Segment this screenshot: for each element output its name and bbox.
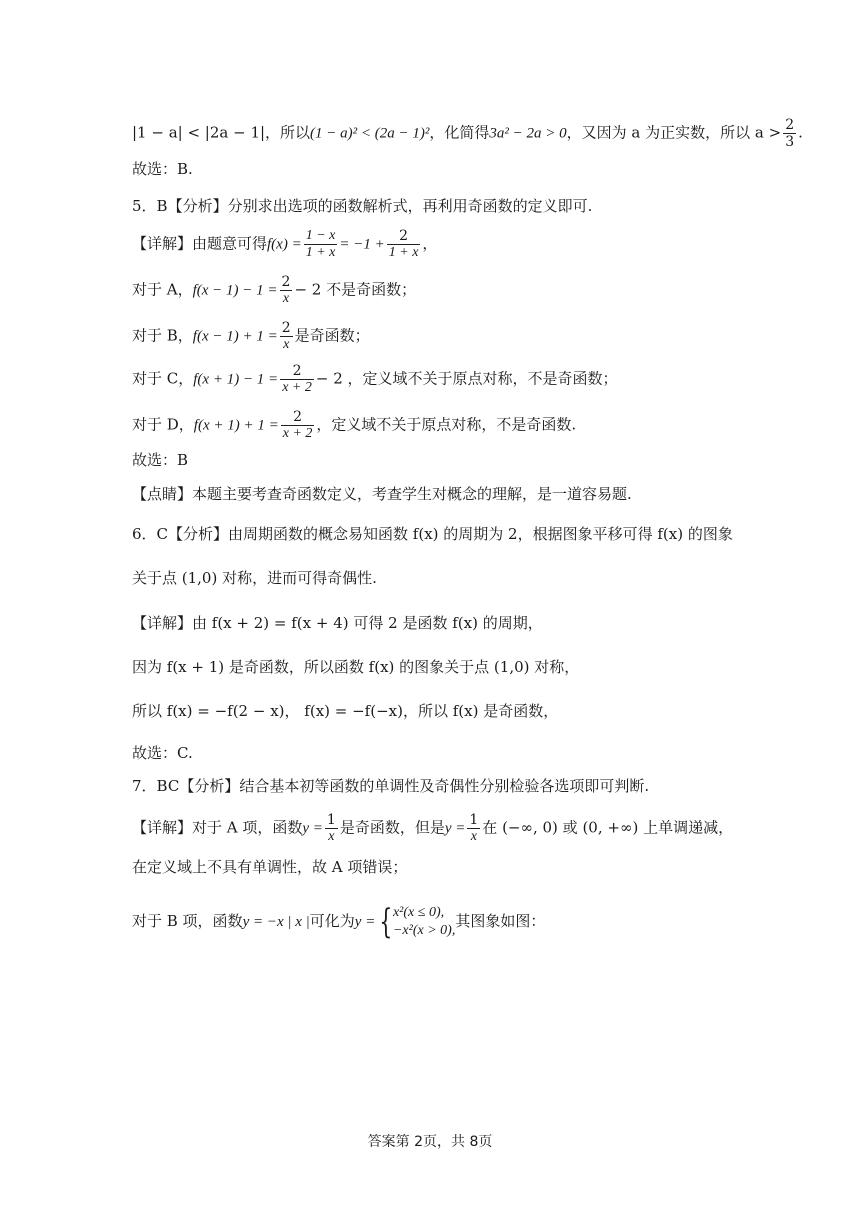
fraction: $\frac{2}{x + 2}$ bbox=[282, 363, 312, 395]
line-8: 对于 D，f(x + 1) + 1 = $\frac{2}{x + 2}$ ，定义域不关于原点对称，不是奇函数. bbox=[132, 409, 577, 441]
formula: (1 − a)² < (2a − 1)² bbox=[310, 125, 430, 142]
line-10: 【点睛】本题主要考查奇函数定义，考查学生对概念的理解，是一道容易题. bbox=[132, 485, 632, 503]
line-18: 【详解】对于 A 项，函数y = $\frac{1}{x}$ 是奇函数，但是y = $\frac{1}{x}$ 在 (−∞, 0) 或 (0, +∞) 上单调递减， bbox=[132, 812, 734, 844]
fraction: $\frac{2}{1 + x}$ bbox=[388, 228, 419, 260]
fraction: $\frac{2}{3}$ bbox=[785, 117, 795, 150]
brace: { bbox=[379, 902, 393, 942]
formula: 3a² − 2a > 0 bbox=[489, 125, 567, 142]
fraction: $\frac{2}{x}$ bbox=[281, 320, 291, 352]
line-16: 故选：C. bbox=[132, 744, 193, 762]
piecewise: x²(x ≤ 0), −x²(x > 0), bbox=[392, 905, 456, 938]
text: ，化简得 bbox=[429, 123, 490, 142]
line-7: 对于 C，f(x + 1) − 1 = $\frac{2}{x + 2}$ − 2 ，定义域不关于原点对称，不是奇函数； bbox=[132, 363, 618, 395]
line-13: 【详解】由 f(x + 2) = f(x + 4) 可得 2 是函数 f(x) 的周期， bbox=[132, 614, 543, 632]
line-9: 故选：B bbox=[132, 451, 189, 469]
fraction: $\frac{1}{x}$ bbox=[326, 812, 336, 844]
text: |1 − a| < |2a − 1|，所以 bbox=[132, 123, 311, 142]
line-3: 5．B【分析】分别求出选项的函数解析式，再利用奇函数的定义即可. bbox=[132, 197, 593, 215]
line-15: 所以 f(x) = −f(2 − x)， f(x) = −f(−x)，所以 f(x) 是奇函数， bbox=[132, 702, 559, 720]
line-5: 对于 A，f(x − 1) − 1 = $\frac{2}{x}$ − 2 不是奇函数； bbox=[132, 274, 417, 306]
page-footer: 答案第 2页，共 8页 bbox=[367, 1134, 493, 1150]
fraction: $\frac{1 - x}{1 + x}$ bbox=[305, 228, 336, 260]
fraction: $\frac{2}{x}$ bbox=[281, 274, 291, 306]
line-14: 因为 f(x + 1) 是奇函数，所以函数 f(x) 的图象关于点 (1,0) 对称， bbox=[132, 658, 580, 676]
fraction: $\frac{2}{x + 2}$ bbox=[282, 409, 313, 441]
line-19: 在定义域上不具有单调性，故 A 项错误； bbox=[132, 858, 408, 876]
line-2: 故选：B. bbox=[132, 160, 193, 178]
line-17: 7．BC【分析】结合基本初等函数的单调性及奇偶性分别检验各选项即可判断. bbox=[132, 777, 650, 795]
line-1: |1 − a| < |2a − 1|，所以(1 − a)² < (2a − 1)²，化简得3a² − 2a > 0，又因为 a 为正实数，所以 a > $\frac{2}{3}$ . bbox=[132, 117, 803, 150]
line-11: 6．C【分析】由周期函数的概念易知函数 f(x) 的周期为 2，根据图象平移可得 f(x) 的图象 bbox=[132, 525, 733, 543]
text: ，又因为 a 为正实数，所以 a > bbox=[566, 123, 782, 142]
fraction: $\frac{1}{x}$ bbox=[469, 812, 479, 844]
line-4: 【详解】由题意可得f(x) = $\frac{1 - x}{1 + x}$ = −1 + $\frac{2}{1 + x}$ ， bbox=[132, 228, 438, 260]
line-20: 对于 B 项，函数y = −x | x |可化为y = { x²(x ≤ 0), −x²(x > 0), 其图象如图： bbox=[132, 902, 546, 942]
line-6: 对于 B，f(x − 1) + 1 = $\frac{2}{x}$ 是奇函数； bbox=[132, 320, 370, 352]
line-12: 关于点 (1,0) 对称，进而可得奇偶性. bbox=[132, 569, 377, 587]
